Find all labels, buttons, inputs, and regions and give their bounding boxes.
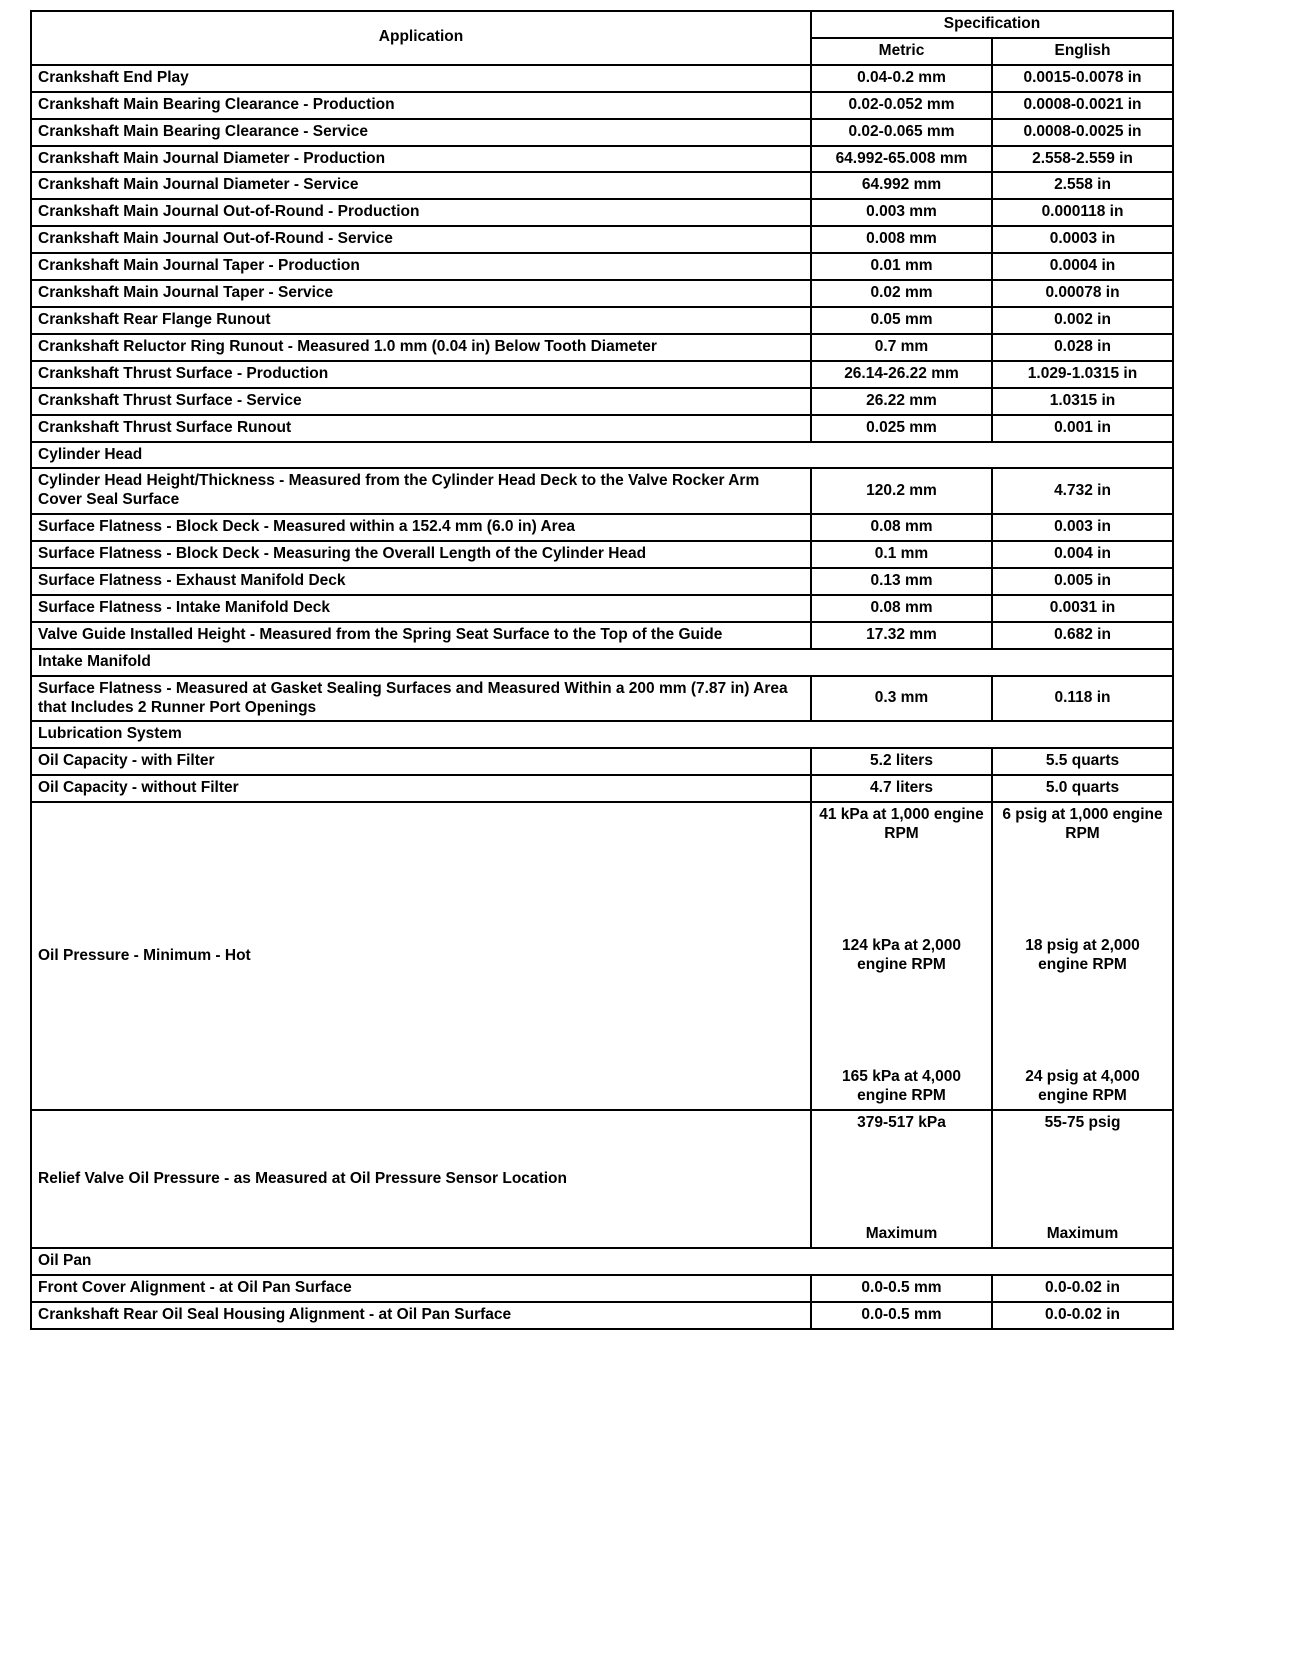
cell-application: Crankshaft Rear Oil Seal Housing Alignment - at Oil Pan Surface [31,1302,811,1329]
cell-english: 0.0008-0.0025 in [992,119,1173,146]
cell-application: Crankshaft Rear Flange Runout [31,307,811,334]
table-row [31,146,1173,173]
table-row [31,721,1173,748]
cell-english: 1.0315 in [992,388,1173,415]
cell-english: 0.0-0.02 in [992,1275,1173,1302]
cell-application: Valve Guide Installed Height - Measured from the Spring Seat Surface to the Top of the Guide [31,622,811,649]
table-row [31,568,1173,595]
table-row [31,775,1173,802]
value-line: 18 psig at 2,000 engine RPM [1025,937,1140,974]
cell-english: 0.028 in [992,334,1173,361]
table-row [31,649,1173,676]
cell-english: 0.118 in [992,676,1173,722]
table-group-row-label: Intake Manifold [31,649,1173,676]
cell-metric: 0.1 mm [811,541,992,568]
cell-english: 0.0015-0.0078 in [992,65,1173,92]
cell-english: 4.732 in [992,468,1173,514]
table-row [31,415,1173,442]
cell-application: Crankshaft Main Bearing Clearance - Production [31,92,811,119]
cell-metric: 0.13 mm [811,568,992,595]
cell-english: 0.682 in [992,622,1173,649]
value-line: 41 kPa at 1,000 engine RPM [819,806,984,843]
cell-metric: 0.08 mm [811,595,992,622]
table-row [31,514,1173,541]
cell-metric: 17.32 mm [811,622,992,649]
cell-metric: 0.0-0.5 mm [811,1302,992,1329]
cell-english: 0.003 in [992,514,1173,541]
cell-english: 0.0004 in [992,253,1173,280]
cell-application: Surface Flatness - Exhaust Manifold Deck [31,568,811,595]
cell-application: Crankshaft Main Journal Diameter - Production [31,146,811,173]
cell-metric: 0.3 mm [811,676,992,722]
cell-metric: 4.7 liters [811,775,992,802]
cell-english: 0.001 in [992,415,1173,442]
table-group-row-label: Cylinder Head [31,442,1173,469]
cell-metric: 0.02-0.052 mm [811,92,992,119]
table-row [31,172,1173,199]
table-row [31,334,1173,361]
cell-application: Oil Capacity - with Filter [31,748,811,775]
cell-metric: 5.2 liters [811,748,992,775]
table-header [31,11,1173,65]
table-row [31,622,1173,649]
cell-english: 5.5 quarts [992,748,1173,775]
cell-metric: 120.2 mm [811,468,992,514]
cell-application: Front Cover Alignment - at Oil Pan Surface [31,1275,811,1302]
cell-metric: 0.008 mm [811,226,992,253]
cell-english: 0.0008-0.0021 in [992,92,1173,119]
cell-application: Crankshaft Main Journal Taper - Service [31,280,811,307]
cell-application: Crankshaft Main Bearing Clearance - Service [31,119,811,146]
cell-metric: 26.14-26.22 mm [811,361,992,388]
cell-english: 2.558-2.559 in [992,146,1173,173]
cell-application: Cylinder Head Height/Thickness - Measured from the Cylinder Head Deck to the Valve Rocker Arm Cover Seal Surface [31,468,811,514]
cell-english: 0.004 in [992,541,1173,568]
table-body [31,65,1173,1329]
cell-application: Surface Flatness - Block Deck - Measuring the Overall Length of the Cylinder Head [31,541,811,568]
cell-application: Oil Capacity - without Filter [31,775,811,802]
cell-application: Oil Pressure - Minimum - Hot [31,802,811,1110]
table-row [31,65,1173,92]
cell-metric: 0.003 mm [811,199,992,226]
table-row [31,307,1173,334]
cell-english: 0.0003 in [992,226,1173,253]
table-row [31,1275,1173,1302]
cell-application: Crankshaft Thrust Surface - Production [31,361,811,388]
value-line: 379-517 kPa [857,1114,946,1132]
cell-metric: 0.025 mm [811,415,992,442]
table-row [31,119,1173,146]
table-row-oil-pressure [31,802,1173,1110]
cell-application: Crankshaft End Play [31,65,811,92]
cell-metric: 0.05 mm [811,307,992,334]
cell-application: Surface Flatness - Block Deck - Measured within a 152.4 mm (6.0 in) Area [31,514,811,541]
cell-metric: 0.04-0.2 mm [811,65,992,92]
value-line: 124 kPa at 2,000 engine RPM [842,937,961,974]
table-row [31,442,1173,469]
cell-application: Surface Flatness - Measured at Gasket Sealing Surfaces and Measured Within a 200 mm (7.87 in) Area that Includes 2 Runner Port Openings [31,676,811,722]
cell-metric [811,802,992,1110]
cell-english [992,1110,1173,1248]
cell-application: Crankshaft Thrust Surface - Service [31,388,811,415]
cell-metric: 0.0-0.5 mm [811,1275,992,1302]
value-line: 6 psig at 1,000 engine RPM [1002,806,1163,843]
cell-application: Crankshaft Reluctor Ring Runout - Measured 1.0 mm (0.04 in) Below Tooth Diameter [31,334,811,361]
table-group-row-label: Lubrication System [31,721,1173,748]
cell-english: 0.005 in [992,568,1173,595]
cell-application: Crankshaft Main Journal Out-of-Round - Service [31,226,811,253]
table-row [31,361,1173,388]
table-row [31,468,1173,514]
cell-english: 2.558 in [992,172,1173,199]
cell-english: 1.029-1.0315 in [992,361,1173,388]
cell-application: Surface Flatness - Intake Manifold Deck [31,595,811,622]
cell-application: Crankshaft Thrust Surface Runout [31,415,811,442]
cell-english: 0.00078 in [992,280,1173,307]
cell-metric: 0.01 mm [811,253,992,280]
column-header-english: English [992,38,1173,65]
table-row [31,1302,1173,1329]
cell-metric: 0.02 mm [811,280,992,307]
cell-metric: 0.02-0.065 mm [811,119,992,146]
cell-english: 5.0 quarts [992,775,1173,802]
value-line-maximum: Maximum [1046,1225,1119,1243]
cell-metric [811,1110,992,1248]
table-header-row-1 [31,11,1173,38]
column-header-specification: Specification [811,11,1173,38]
cell-english: 0.002 in [992,307,1173,334]
column-header-metric: Metric [811,38,992,65]
value-line-maximum: Maximum [865,1225,938,1243]
table-row [31,92,1173,119]
table-row [31,280,1173,307]
table-group-row-label: Oil Pan [31,1248,1173,1275]
cell-application: Relief Valve Oil Pressure - as Measured at Oil Pressure Sensor Location [31,1110,811,1248]
value-line: 165 kPa at 4,000 engine RPM [842,1068,961,1105]
column-header-application: Application [31,11,811,65]
value-line: 24 psig at 4,000 engine RPM [1025,1068,1140,1105]
cell-application: Crankshaft Main Journal Diameter - Service [31,172,811,199]
cell-metric: 0.08 mm [811,514,992,541]
table-row [31,199,1173,226]
table-row [31,1248,1173,1275]
table-row [31,226,1173,253]
table-row-relief-valve [31,1110,1173,1248]
value-line: 55-75 psig [1044,1114,1121,1132]
cell-metric: 26.22 mm [811,388,992,415]
cell-application: Crankshaft Main Journal Taper - Production [31,253,811,280]
table-row [31,676,1173,722]
cell-english: 0.000118 in [992,199,1173,226]
cell-metric: 0.7 mm [811,334,992,361]
table-row [31,253,1173,280]
specification-table [30,10,1174,1330]
cell-application: Crankshaft Main Journal Out-of-Round - Production [31,199,811,226]
cell-english: 0.0-0.02 in [992,1302,1173,1329]
cell-english: 0.0031 in [992,595,1173,622]
cell-english [992,802,1173,1110]
table-row [31,541,1173,568]
table-row [31,595,1173,622]
cell-metric: 64.992-65.008 mm [811,146,992,173]
cell-metric: 64.992 mm [811,172,992,199]
table-row [31,748,1173,775]
table-row [31,388,1173,415]
